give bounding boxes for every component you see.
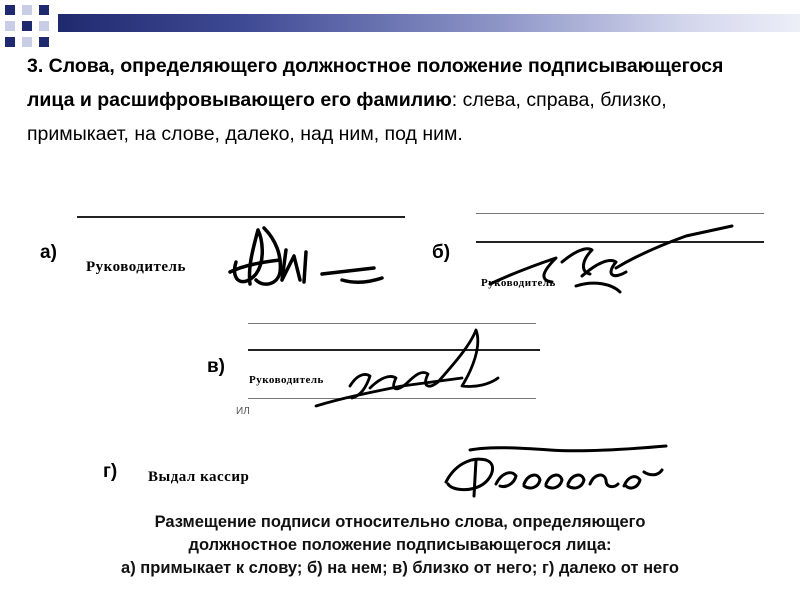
example-label-a: а)	[40, 242, 57, 263]
figure-caption	[0, 511, 800, 580]
signature-b	[486, 222, 736, 302]
position-word-g: Выдал кассир	[148, 469, 250, 485]
signature-v	[312, 326, 502, 416]
decor-square	[39, 5, 49, 15]
decor-square	[22, 5, 32, 15]
signature-line	[77, 216, 405, 218]
signature-g	[440, 440, 670, 500]
signature-line	[476, 213, 764, 214]
caption-line: должностное положение подписывающегося лица:	[188, 536, 612, 554]
header-decoration	[0, 0, 800, 48]
signature-a	[222, 222, 402, 297]
decor-square	[5, 37, 15, 47]
signature-line	[248, 323, 536, 324]
position-word-v: Руководитель	[249, 374, 324, 386]
example-label-g: г)	[103, 461, 118, 482]
heading-bold: 3. Слова, определяющего должностное положение подписывающегося лица и расшифровывающего его фамилию	[27, 55, 724, 111]
position-word-a: Руководитель	[86, 259, 186, 275]
slide-heading	[27, 49, 767, 151]
decor-square	[22, 37, 32, 47]
example-label-v: в)	[207, 356, 226, 377]
decor-square	[22, 21, 32, 31]
header-gradient-bar	[58, 14, 800, 32]
small-text-v: ИЛ	[236, 406, 250, 417]
position-word-b: Руководитель	[481, 277, 556, 289]
caption-line: Размещение подписи относительно слова, определяющего	[154, 513, 646, 531]
example-label-b: б)	[432, 242, 451, 263]
decor-square	[5, 21, 15, 31]
caption-line: а) примыкает к слову; б) на нем; в) близко от него; г) далеко от него	[121, 559, 679, 577]
heading-normal: : слева, справа, близко, примыкает, на слове, далеко, над ним, под ним.	[27, 89, 667, 145]
decor-square	[5, 5, 15, 15]
decor-square	[39, 21, 49, 31]
decor-square	[39, 37, 49, 47]
